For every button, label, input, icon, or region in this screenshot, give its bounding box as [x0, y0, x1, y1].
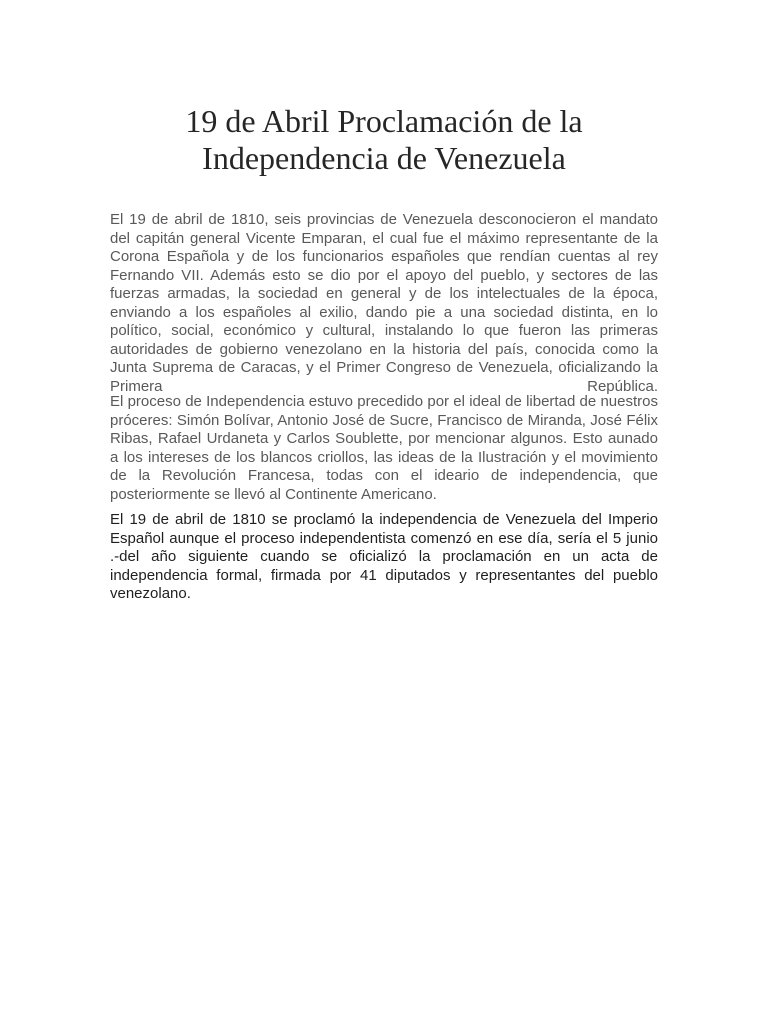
paragraph-1: El 19 de abril de 1810, seis provincias de Venezuela desconocieron el mandato del capitán general Vicente Emparan, el cual fue el máximo representante de la Corona Española y de los funcionarios españoles que rendían cuentas al rey Fernando VII. Además esto se dio por el apoyo del pueblo, y sectores de las fuerzas armadas, la sociedad en general y de los intelectuales de la época, enviando a los españoles al exilio, dando pie a una sociedad distinta, en lo político, social, económico y cultural, instalando lo que fueron las primeras autoridades de gobierno venezolano en la historia del país, conocida como la Junta Suprema de Caracas, y el Primer Congreso de Venezuela, oficializando la Primera República.: [110, 211, 658, 395]
document-title: 19 de Abril Proclamación de la Independencia de Venezuela: [185, 103, 583, 176]
paragraph-2: El proceso de Independencia estuvo precedido por el ideal de libertad de nuestros próceres: Simón Bolívar, Antonio José de Sucre, Francisco de Miranda, José Félix Ribas, Rafael Urdaneta y Carlos Soublette, por mencionar algunos. Esto aunado a los intereses de los blancos criollos, las ideas de la Ilustración y el movimiento de la Revolución Francesa, todas con el ideario de independencia, que posteriormente se llevó al Continente Americano.: [110, 393, 658, 503]
paragraph-3: El 19 de abril de 1810 se proclamó la independencia de Venezuela del Imperio Español aunque el proceso independentista comenzó en ese día, sería el 5 junio .-del año siguiente cuando se oficializó la proclamación en un acta de independencia formal, firmada por 41 diputados y representantes del pueblo venezolano.: [110, 511, 658, 602]
